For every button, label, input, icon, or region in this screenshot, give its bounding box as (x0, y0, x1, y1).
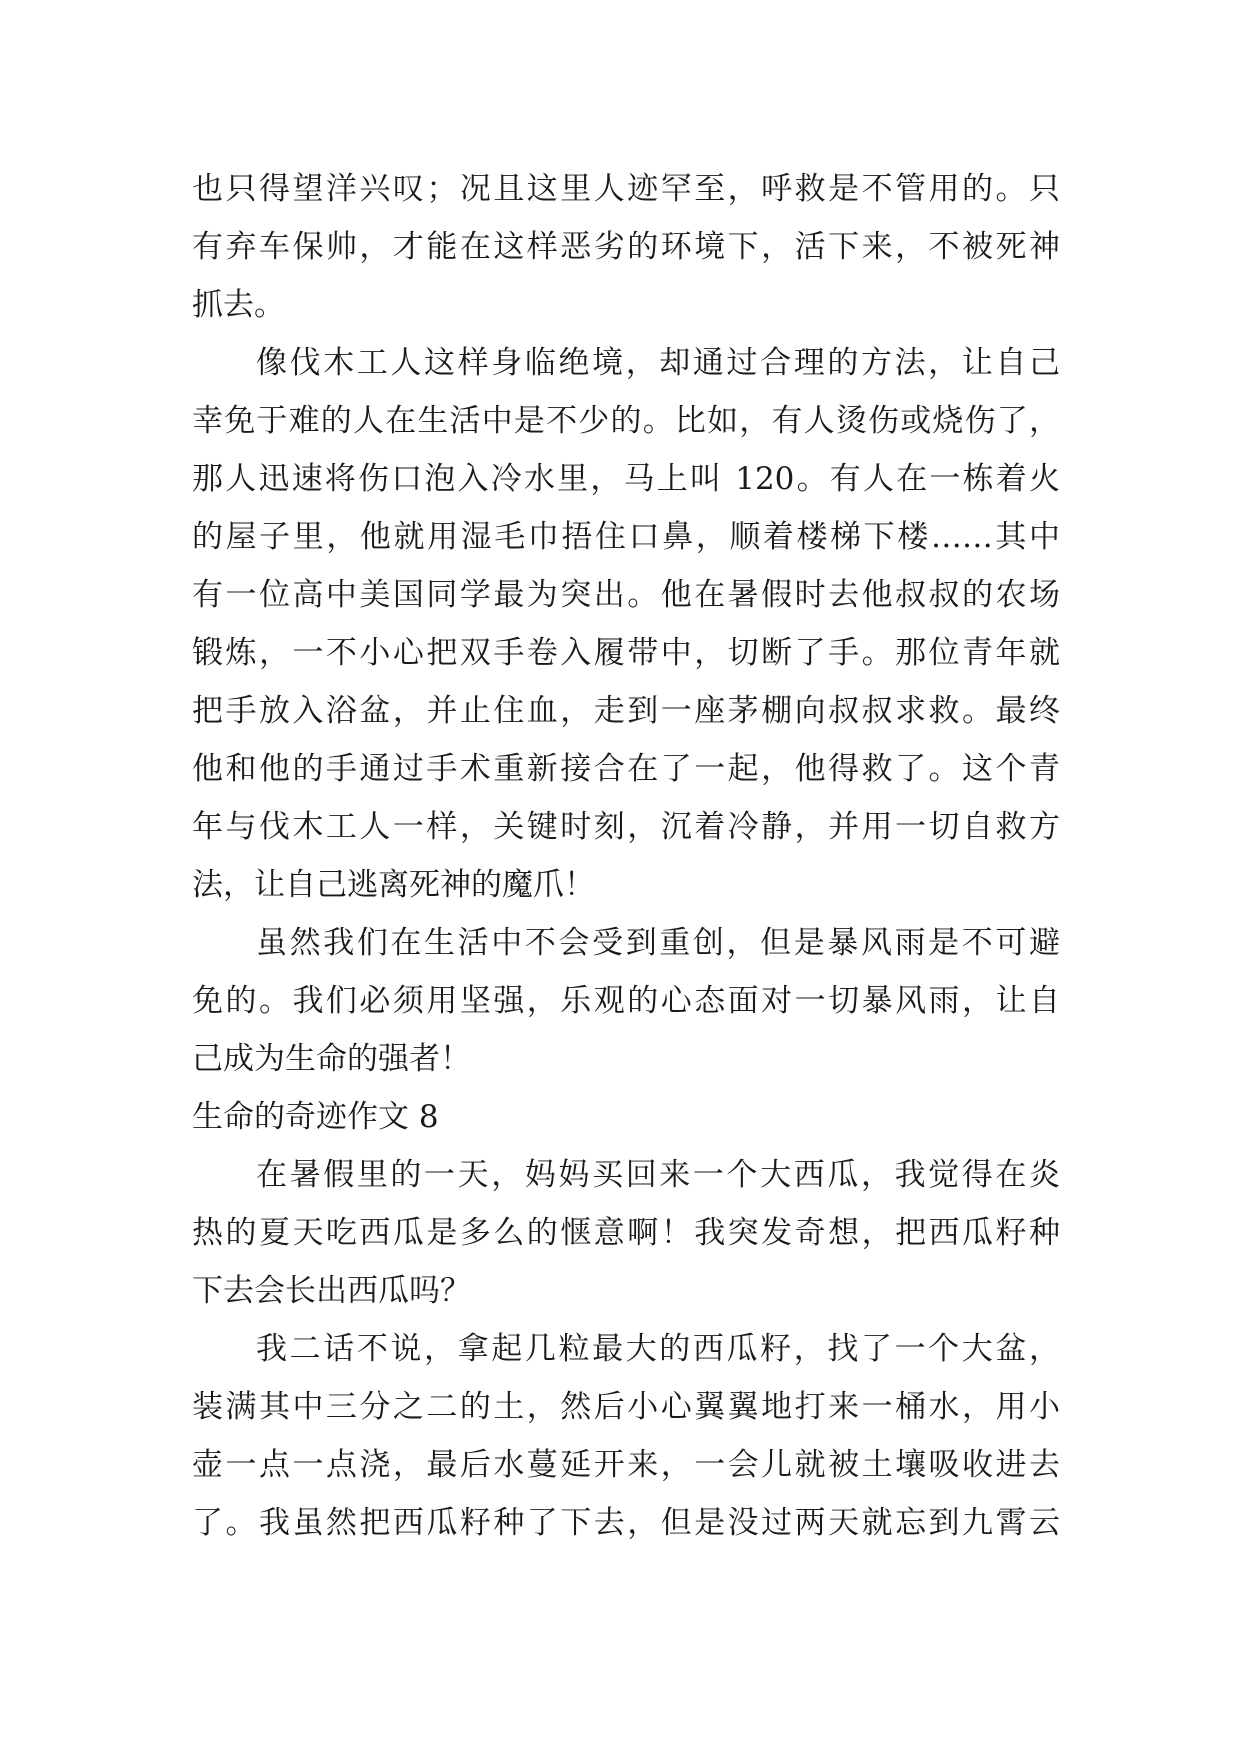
text-line: 我二话不说，拿起几粒最大的西瓜籽，找了一个大盆， (256, 1331, 1060, 1367)
text-line: 热的夏天吃西瓜是多么的惬意啊！我突发奇想，把西瓜籽种 (192, 1215, 1060, 1251)
text-line: 在暑假里的一天，妈妈买回来一个大西瓜，我觉得在炎 (256, 1157, 1060, 1193)
text-line: 像伐木工人这样身临绝境，却通过合理的方法，让自己 (256, 345, 1060, 381)
text-line: 年与伐木工人一样，关键时刻，沉着冷静，并用一切自救方 (192, 809, 1060, 845)
text-line: 装满其中三分之二的土，然后小心翼翼地打来一桶水，用小 (192, 1389, 1060, 1425)
text-line: 幸免于难的人在生活中是不少的。比如，有人烫伤或烧伤了， (192, 403, 1060, 439)
text-line: 有一位高中美国同学最为突出。他在暑假时去他叔叔的农场 (192, 577, 1060, 613)
document-page (192, 160, 1060, 1552)
text-line: 免的。我们必须用坚强，乐观的心态面对一切暴风雨，让自 (192, 983, 1060, 1019)
text-line: 了。我虽然把西瓜籽种了下去，但是没过两天就忘到九霄云 (192, 1505, 1060, 1541)
text-line: 己成为生命的强者！ (192, 1041, 471, 1077)
text-line: 的屋子里，他就用湿毛巾捂住口鼻，顺着楼梯下楼……其中 (192, 519, 1060, 555)
paragraph (192, 1146, 1060, 1320)
text-line: 他和他的手通过手术重新接合在了一起，他得救了。这个青 (192, 751, 1060, 787)
text-line: 下去会长出西瓜吗？ (192, 1273, 471, 1309)
text-line: 有弃车保帅，才能在这样恶劣的环境下，活下来，不被死神 (192, 229, 1060, 265)
paragraph (192, 160, 1060, 334)
text-line: 抓去。 (192, 287, 285, 323)
text-line: 把手放入浴盆，并止住血，走到一座茅棚向叔叔求救。最终 (192, 693, 1060, 729)
text-line: 那人迅速将伤口泡入冷水里，马上叫 120。有人在一栋着火 (192, 461, 1060, 497)
text-line: 锻炼，一不小心把双手卷入履带中，切断了手。那位青年就 (192, 635, 1060, 671)
text-line: 壶一点一点浇，最后水蔓延开来，一会儿就被土壤吸收进去 (192, 1447, 1060, 1483)
paragraph (192, 914, 1060, 1088)
text-line: 虽然我们在生活中不会受到重创，但是暴风雨是不可避 (256, 925, 1060, 961)
text-line: 也只得望洋兴叹；况且这里人迹罕至，呼救是不管用的。只 (192, 171, 1060, 207)
text-line: 法，让自己逃离死神的魔爪！ (192, 867, 595, 903)
section-heading: 生命的奇迹作文 8 (192, 1099, 439, 1135)
paragraph (192, 334, 1060, 914)
paragraph (192, 1320, 1060, 1552)
